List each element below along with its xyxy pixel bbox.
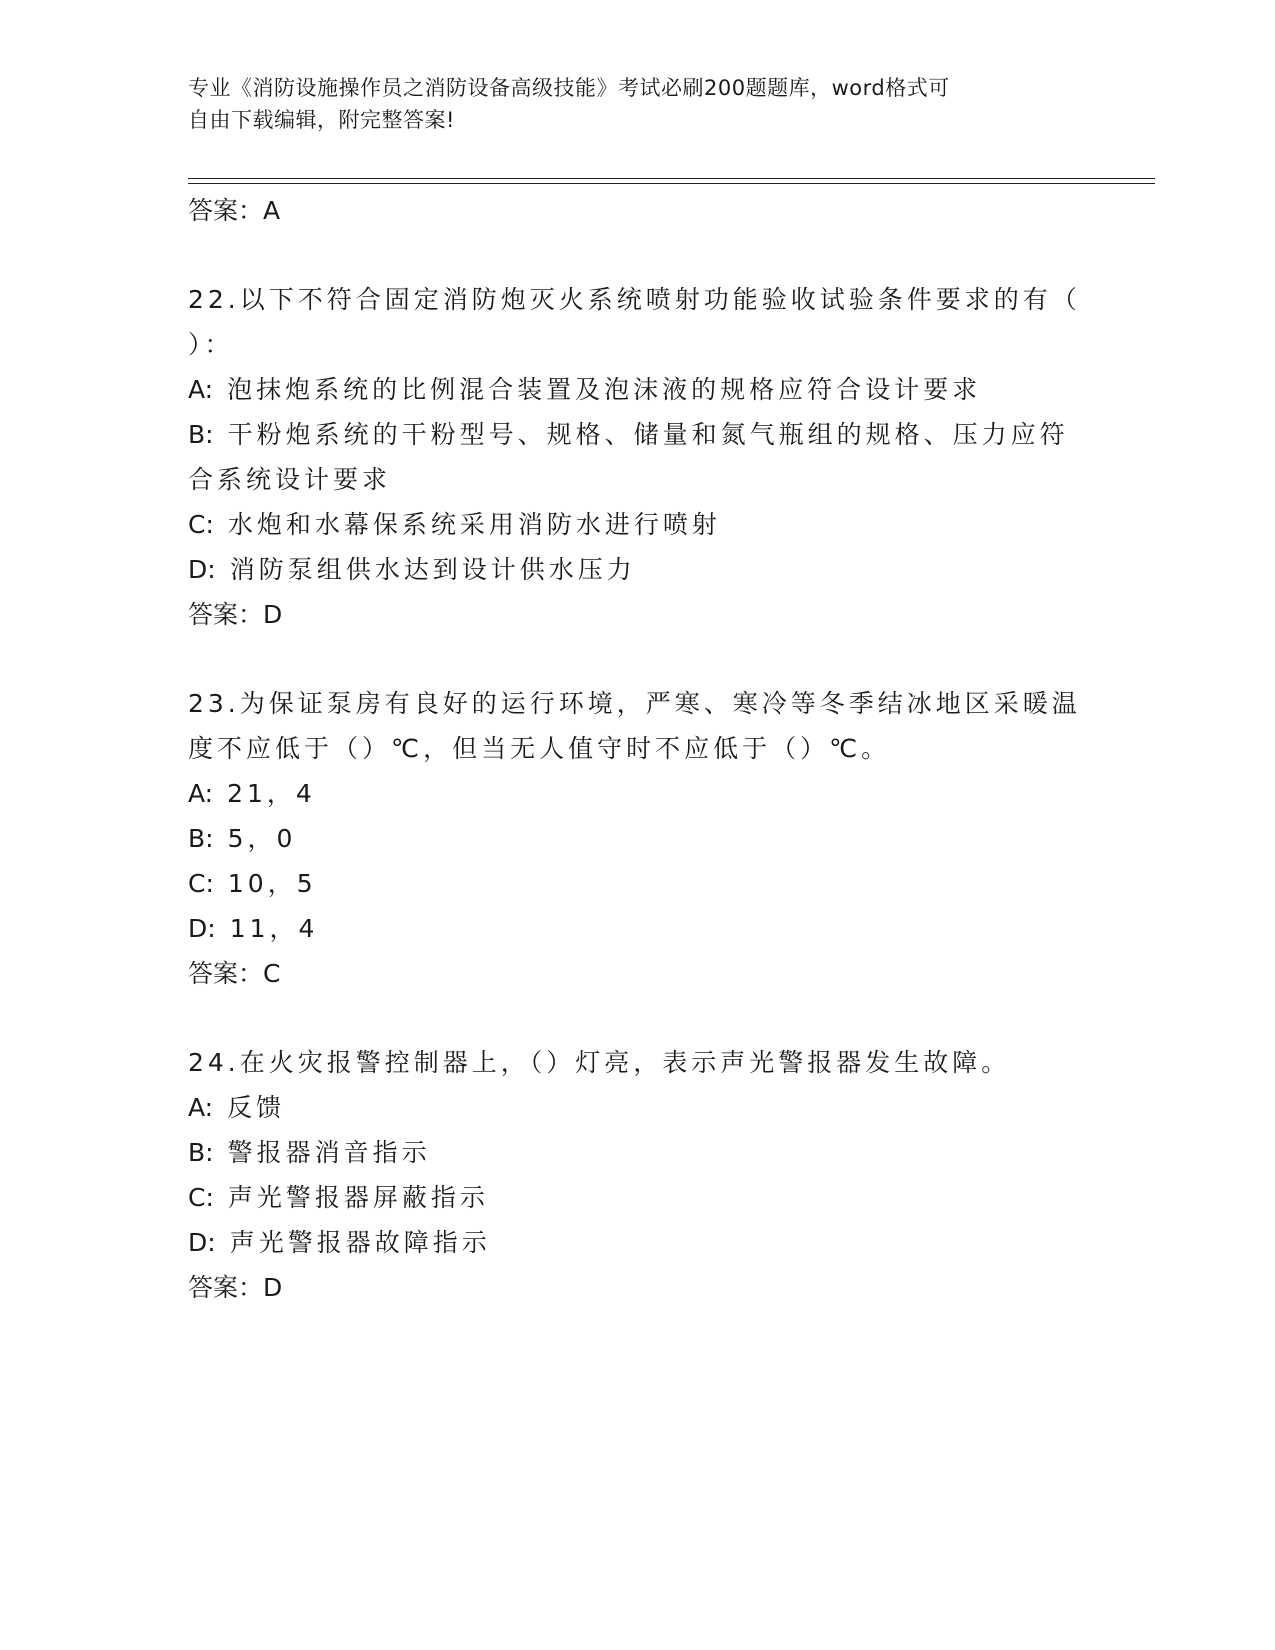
option-line — [188, 1175, 1088, 1220]
option-line — [188, 547, 1088, 592]
option-text: 10，5 — [227, 869, 317, 898]
option-label: A: — [188, 1093, 214, 1122]
question-text: ）： — [188, 330, 234, 359]
option-label: B: — [188, 1138, 214, 1167]
question-block — [188, 1040, 1088, 1310]
option-text: 合系统设计要求 — [188, 465, 392, 494]
option-text: 消防泵组供水达到设计供水压力 — [229, 555, 636, 584]
header-rule-top — [188, 178, 1155, 179]
question-text: 22.以下不符合固定消防炮灭火系统喷射功能验收试验条件要求的有（ — [188, 285, 1081, 314]
option-label: C: — [188, 510, 214, 539]
option-line — [188, 861, 1088, 906]
option-label: D: — [188, 1228, 216, 1257]
option-label: D: — [188, 555, 216, 584]
option-line — [188, 816, 1088, 861]
previous-answer: 答案：A — [188, 196, 281, 225]
question-gap — [188, 996, 1088, 1040]
question-gap — [188, 233, 1088, 277]
option-text: 干粉炮系统的干粉型号、规格、储量和氮气瓶组的规格、压力应符 — [227, 420, 1069, 449]
option-text: 水炮和水幕保系统采用消防水进行喷射 — [227, 510, 721, 539]
document-header — [188, 72, 1088, 136]
answer-line: 答案：D — [188, 1273, 283, 1302]
option-line — [188, 771, 1088, 816]
questions-container — [188, 233, 1088, 1310]
option-text: 5，0 — [227, 824, 297, 853]
answer-line: 答案：C — [188, 959, 281, 988]
header-rule-bottom — [188, 183, 1155, 184]
option-label: B: — [188, 420, 214, 449]
option-text: 21，4 — [227, 779, 316, 808]
option-label: A: — [188, 779, 214, 808]
question-block — [188, 681, 1088, 996]
question-block — [188, 277, 1088, 637]
header-line-1: 专业《消防设施操作员之消防设备高级技能》考试必刷200题题库，word格式可 — [188, 76, 950, 100]
option-label: A: — [188, 375, 214, 404]
option-label: C: — [188, 1183, 214, 1212]
option-line — [188, 1085, 1088, 1130]
option-line — [188, 906, 1088, 951]
option-line — [188, 502, 1088, 547]
option-line — [188, 1220, 1088, 1265]
option-text: 警报器消音指示 — [227, 1138, 431, 1167]
question-text: 度不应低于（）℃，但当无人值守时不应低于（）℃。 — [188, 734, 891, 763]
option-text: 声光警报器故障指示 — [229, 1228, 491, 1257]
answer-line: 答案：D — [188, 600, 283, 629]
question-gap — [188, 637, 1088, 681]
option-line — [188, 457, 1088, 502]
option-label: B: — [188, 824, 214, 853]
option-line — [188, 1130, 1088, 1175]
question-text: 23.为保证泵房有良好的运行环境，严寒、寒冷等冬季结冰地区采暖温 — [188, 689, 1081, 718]
option-label: C: — [188, 869, 214, 898]
header-line-2: 自由下载编辑，附完整答案! — [188, 108, 455, 132]
option-line — [188, 367, 1088, 412]
option-text: 反馈 — [227, 1093, 286, 1122]
question-text: 24.在火灾报警控制器上，（）灯亮，表示声光警报器发生故障。 — [188, 1048, 1011, 1077]
option-text: 11，4 — [229, 914, 319, 943]
question-list — [188, 188, 1088, 1310]
option-label: D: — [188, 914, 216, 943]
option-text: 泡抹炮系统的比例混合装置及泡沫液的规格应符合设计要求 — [227, 375, 982, 404]
option-text: 声光警报器屏蔽指示 — [227, 1183, 489, 1212]
option-line — [188, 412, 1088, 457]
